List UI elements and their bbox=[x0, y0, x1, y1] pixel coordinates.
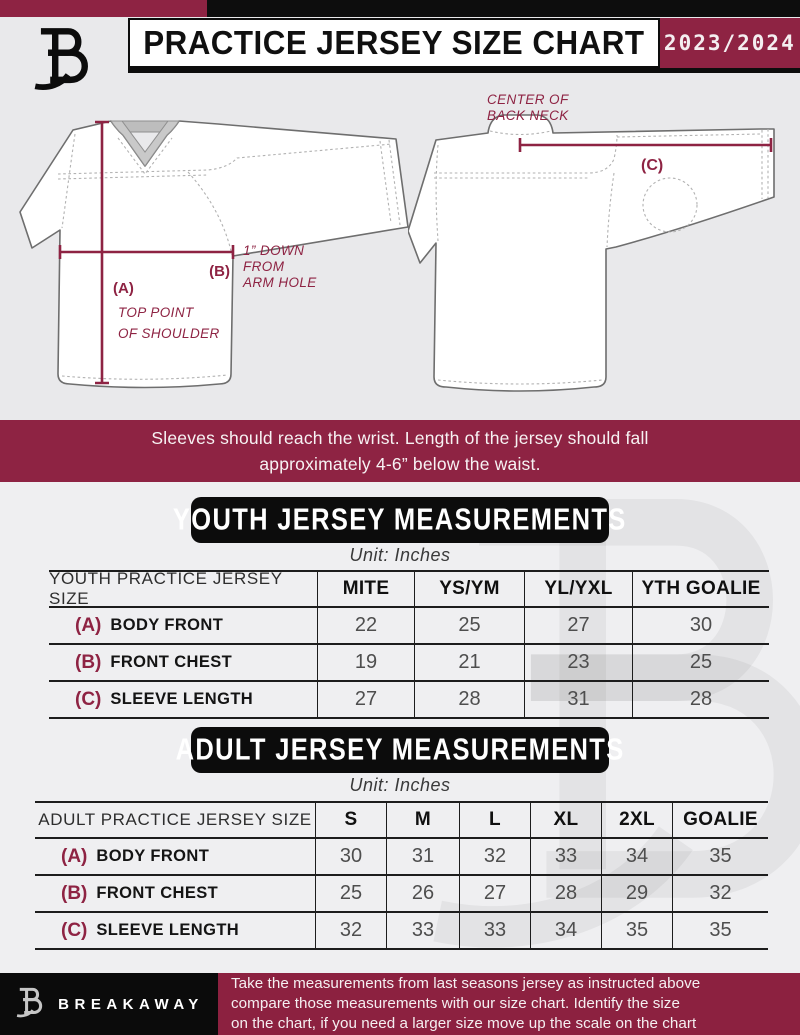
adult-col-header: L bbox=[459, 801, 530, 839]
youth-size-table bbox=[49, 570, 769, 719]
jersey-back-outline bbox=[408, 115, 774, 391]
youth-col-header: YOUTH PRACTICE JERSEY SIZE bbox=[49, 570, 317, 608]
measure-label: BODY FRONT bbox=[96, 847, 210, 865]
adult-col-header: ADULT PRACTICE JERSEY SIZE bbox=[35, 801, 315, 839]
table-cell: 31 bbox=[524, 682, 632, 719]
brand-name: BREAKAWAY bbox=[58, 995, 204, 1013]
adult-section-header bbox=[175, 727, 625, 773]
measure-key: (B) bbox=[75, 651, 102, 673]
top-black-strip bbox=[207, 0, 800, 17]
adult-unit-label: Unit: Inches bbox=[349, 775, 451, 795]
page-title: PRACTICE JERSEY SIZE CHART bbox=[143, 24, 645, 61]
table-row-label bbox=[49, 682, 317, 719]
header bbox=[128, 18, 800, 68]
table-cell: 33 bbox=[386, 913, 459, 950]
footer-note-line-1: Take the measurements from last seasons jersey as instructed above bbox=[231, 975, 701, 992]
youth-col-header: YS/YM bbox=[414, 570, 524, 608]
table-cell: 34 bbox=[601, 839, 672, 876]
table-cell: 32 bbox=[672, 876, 768, 913]
youth-section-header bbox=[173, 497, 627, 543]
notice-line-1: Sleeves should reach the wrist. Length of the jersey should fall bbox=[151, 428, 649, 448]
table-cell: 28 bbox=[530, 876, 601, 913]
title-box bbox=[128, 18, 660, 68]
youth-col-header: MITE bbox=[317, 570, 414, 608]
table-cell: 26 bbox=[386, 876, 459, 913]
table-cell: 32 bbox=[315, 913, 386, 950]
table-cell: 35 bbox=[672, 913, 768, 950]
table-cell: 32 bbox=[459, 839, 530, 876]
adult-col-header: 2XL bbox=[601, 801, 672, 839]
table-cell: 30 bbox=[632, 608, 769, 645]
table-cell: 27 bbox=[459, 876, 530, 913]
table-cell: 29 bbox=[601, 876, 672, 913]
table-cell: 33 bbox=[530, 839, 601, 876]
table-cell: 34 bbox=[530, 913, 601, 950]
breakaway-b-logo-footer bbox=[14, 984, 48, 1024]
adult-col-header: GOALIE bbox=[672, 801, 768, 839]
label-c-desc-1: CENTER OF bbox=[487, 92, 569, 107]
top-maroon-strip bbox=[0, 0, 207, 17]
label-a-desc-2: OF SHOULDER bbox=[118, 326, 220, 341]
label-b: (B) bbox=[209, 263, 230, 280]
measure-label: FRONT CHEST bbox=[110, 653, 233, 671]
table-row-label bbox=[35, 839, 315, 876]
label-b-desc-2: FROM bbox=[243, 259, 285, 274]
youth-col-header: YL/YXL bbox=[524, 570, 632, 608]
measure-key: (A) bbox=[75, 614, 102, 636]
table-cell: 23 bbox=[524, 645, 632, 682]
season-box bbox=[660, 18, 800, 68]
label-c: (C) bbox=[641, 157, 664, 174]
measure-label: SLEEVE LENGTH bbox=[110, 690, 254, 708]
table-cell: 19 bbox=[317, 645, 414, 682]
label-c-desc-2: BACK NECK bbox=[487, 108, 569, 123]
youth-unit-label: Unit: Inches bbox=[349, 545, 451, 565]
table-cell: 30 bbox=[315, 839, 386, 876]
label-b-desc-3: ARM HOLE bbox=[243, 275, 317, 290]
measure-label: SLEEVE LENGTH bbox=[96, 921, 240, 939]
table-cell: 22 bbox=[317, 608, 414, 645]
table-cell: 27 bbox=[524, 608, 632, 645]
adult-size-table bbox=[35, 801, 768, 950]
adult-col-header: XL bbox=[530, 801, 601, 839]
adult-col-header: S bbox=[315, 801, 386, 839]
youth-section-title: YOUTH JERSEY MEASUREMENTS bbox=[173, 502, 627, 537]
measure-key: (B) bbox=[61, 882, 88, 904]
measure-label: FRONT CHEST bbox=[96, 884, 219, 902]
label-a: (A) bbox=[113, 280, 134, 297]
footer-note-line-3: on the chart, if you need a larger size move up the scale on the chart bbox=[231, 1015, 697, 1032]
footer-brand-box bbox=[0, 973, 218, 1035]
table-cell: 28 bbox=[632, 682, 769, 719]
table-cell: 21 bbox=[414, 645, 524, 682]
table-cell: 25 bbox=[414, 608, 524, 645]
footer-note-line-2: compare those measurements with our size chart. Identify the size bbox=[231, 995, 680, 1012]
youth-col-header: YTH GOALIE bbox=[632, 570, 769, 608]
label-a-desc-1: TOP POINT bbox=[118, 305, 194, 320]
table-row-label bbox=[49, 645, 317, 682]
jersey-back-diagram bbox=[408, 85, 800, 415]
table-cell: 31 bbox=[386, 839, 459, 876]
table-row-label bbox=[49, 608, 317, 645]
notice-line-2: approximately 4-6” below the waist. bbox=[259, 454, 541, 474]
table-cell: 28 bbox=[414, 682, 524, 719]
measure-key: (C) bbox=[61, 919, 88, 941]
table-cell: 27 bbox=[317, 682, 414, 719]
table-cell: 33 bbox=[459, 913, 530, 950]
measure-label: BODY FRONT bbox=[110, 616, 224, 634]
jersey-front-diagram bbox=[18, 108, 410, 400]
table-cell: 25 bbox=[632, 645, 769, 682]
label-b-desc-1: 1” DOWN bbox=[243, 243, 305, 258]
season-label: 2023/2024 bbox=[663, 31, 796, 55]
table-cell: 35 bbox=[672, 839, 768, 876]
footer-note bbox=[218, 973, 800, 1035]
adult-section-title: ADULT JERSEY MEASUREMENTS bbox=[175, 732, 625, 767]
measure-key: (C) bbox=[75, 688, 102, 710]
table-row-label bbox=[35, 876, 315, 913]
breakaway-b-logo bbox=[22, 22, 107, 102]
measure-key: (A) bbox=[61, 845, 88, 867]
footer bbox=[0, 973, 800, 1035]
table-cell: 35 bbox=[601, 913, 672, 950]
jersey-front-outline bbox=[20, 121, 408, 388]
table-row-label bbox=[35, 913, 315, 950]
adult-col-header: M bbox=[386, 801, 459, 839]
table-cell: 25 bbox=[315, 876, 386, 913]
